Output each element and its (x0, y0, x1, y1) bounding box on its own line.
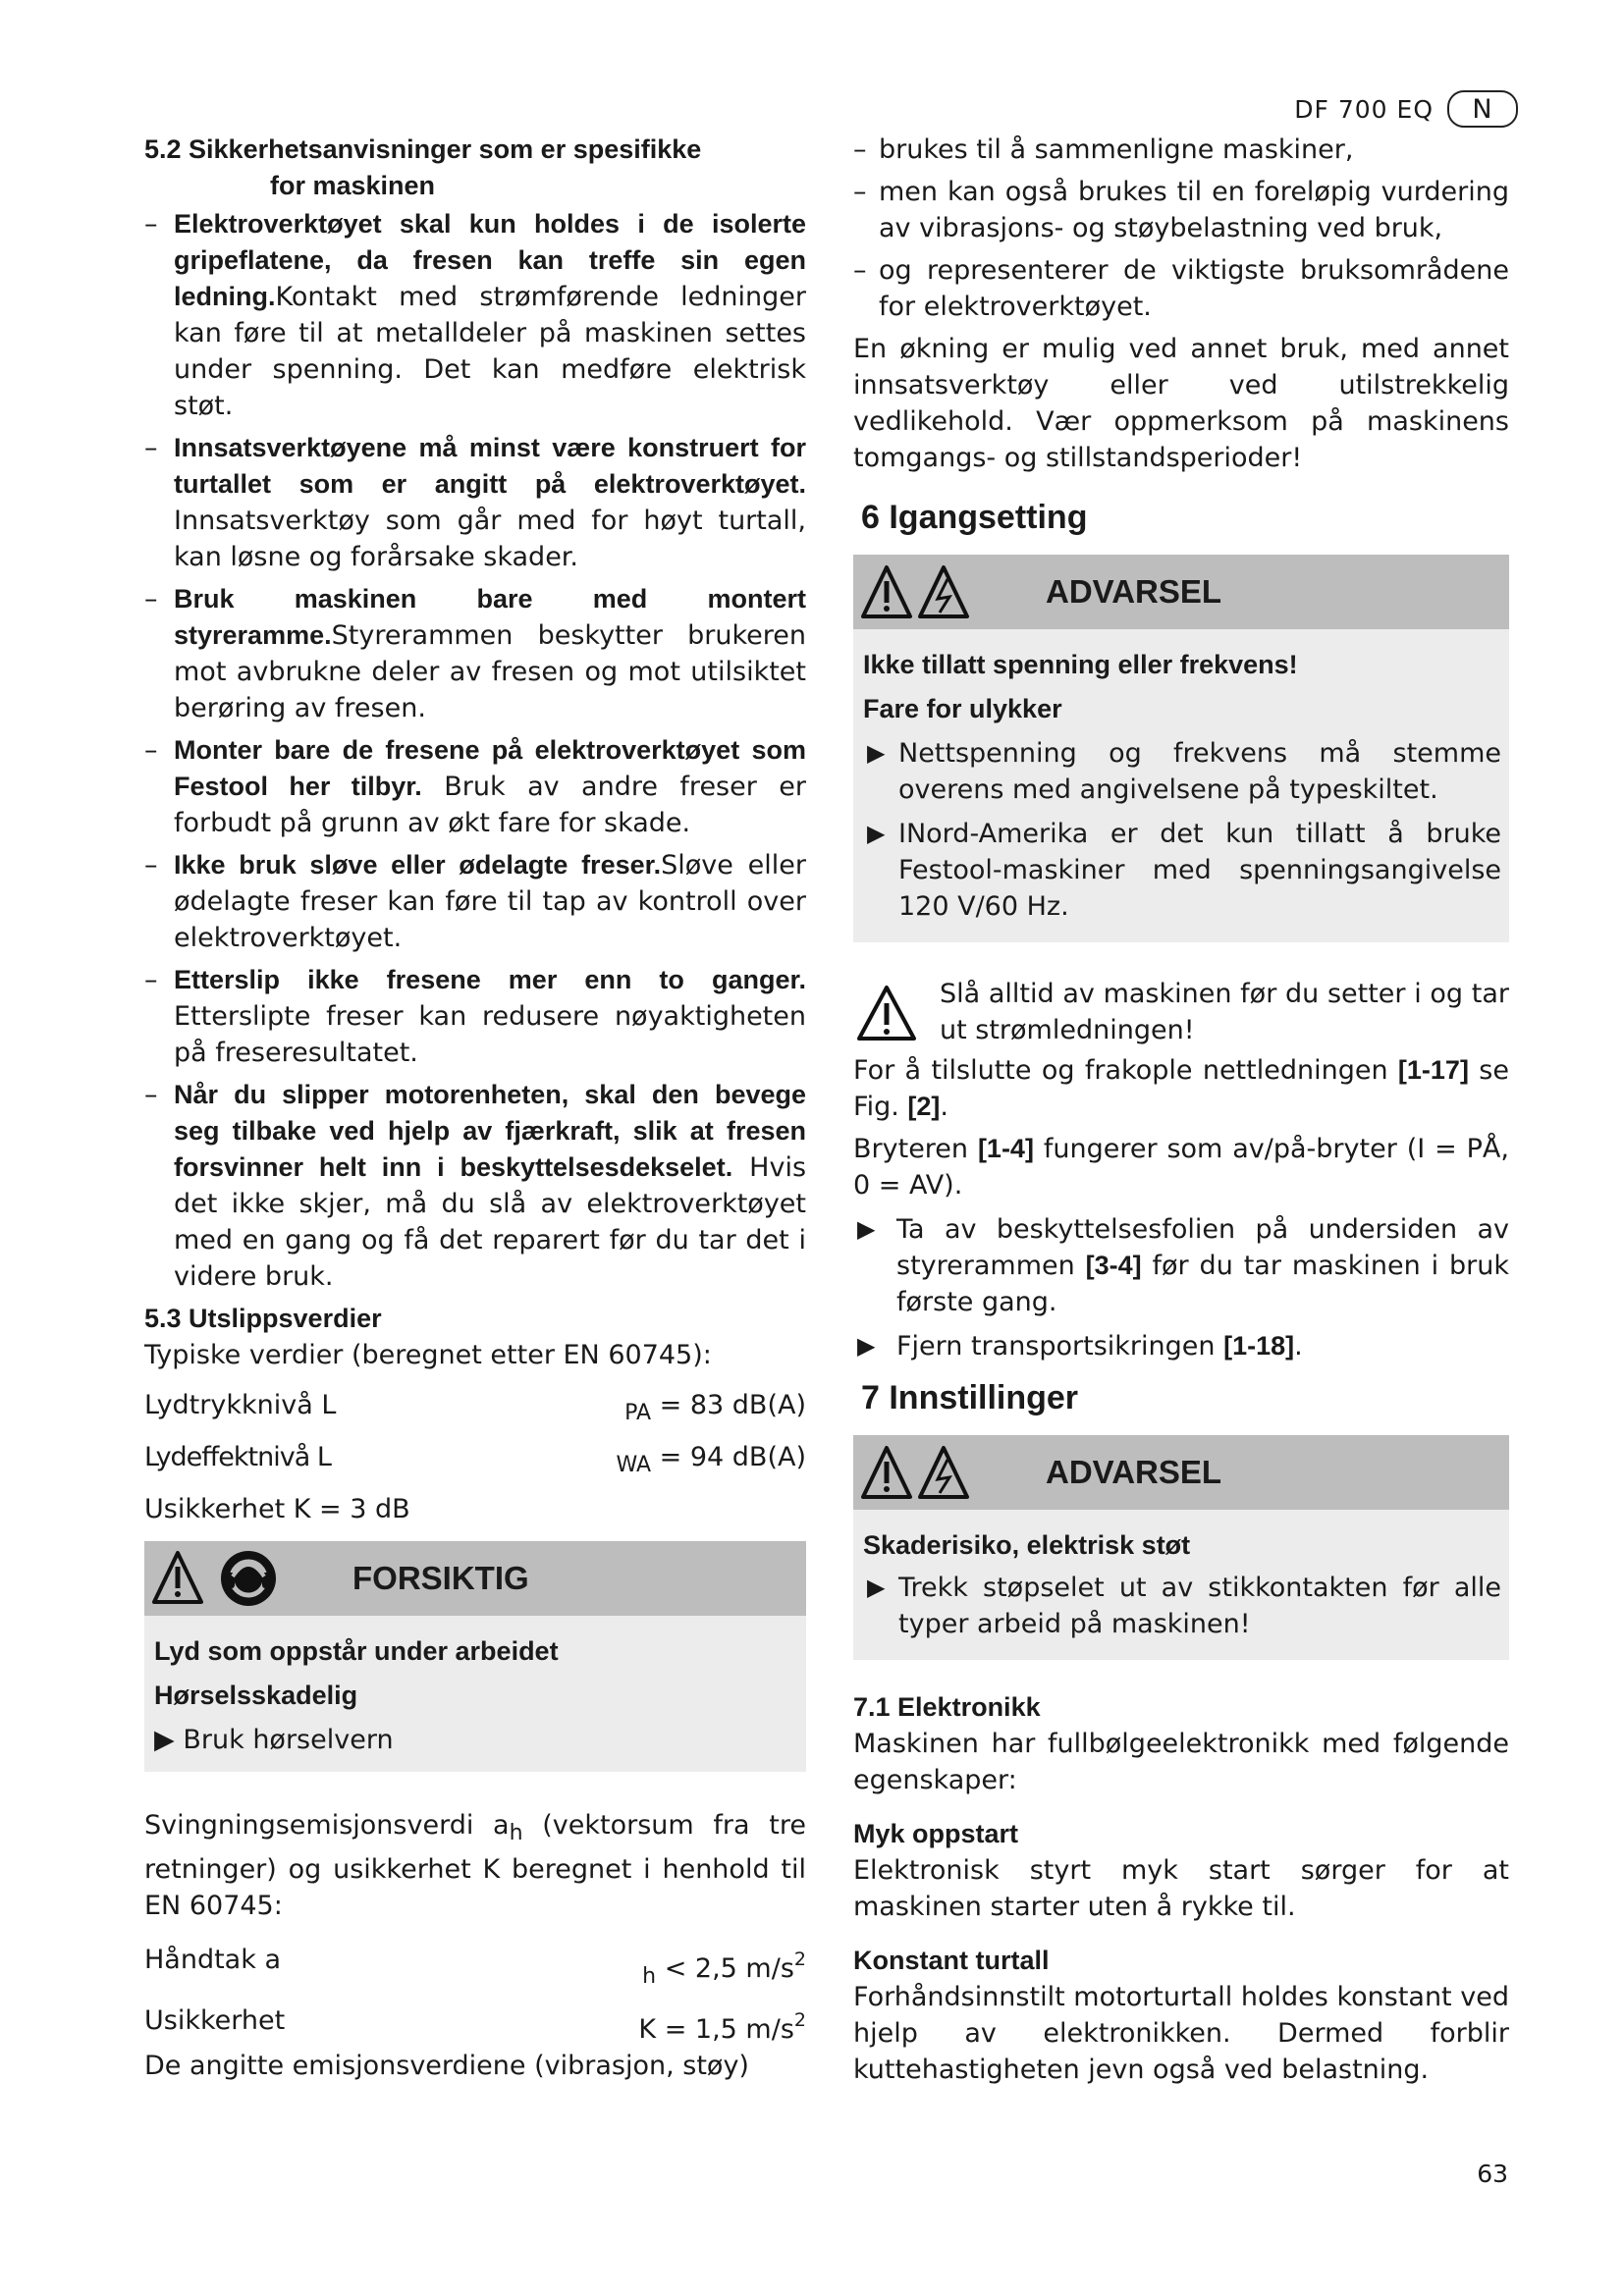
electronics-text: Maskinen har fullbølgeelektronikk med følgende egenskaper: (853, 1729, 1509, 1795)
list-item: – Etterslip ikke fresene mer enn to ganger. Etterslipte freser kan redusere nøyaktigheten på freseresultatet. (144, 965, 806, 1068)
right-column (853, 132, 1509, 2088)
warning-line: Skaderisiko, elektrisk støt (863, 1530, 1191, 1560)
section-7-title: 7 Innstillinger (861, 1379, 1079, 1416)
list-item: – og representerer de viktigste bruksområdene for elektroverktøyet. (853, 255, 1509, 322)
section-6-title: 6 Igangsetting (861, 499, 1088, 536)
caution-title: FORSIKTIG (352, 1560, 529, 1596)
list-item: – brukes til å sammenligne maskiner, (853, 134, 1354, 165)
switch-text: Bryteren [1-4] fungerer som av/på-bryter (I = PÅ, 0 = AV). (853, 1134, 1509, 1201)
caution-box (144, 1541, 806, 1772)
section-7-1-title: 7.1 Elektronikk (853, 1692, 1041, 1722)
warning-bullet: ▶ INord-Amerika er det kun tillatt å bruke Festool-maskiner med spenningsangivelse 120 V/60 Hz. (863, 816, 1501, 925)
page-header (1294, 90, 1518, 128)
caution-line: Hørselsskadelig (154, 1681, 358, 1710)
step-item: ▶ Fjern transportsikringen [1-18]. (853, 1328, 1509, 1364)
country-badge: N (1447, 90, 1518, 128)
soft-start-text: Elektronisk styrt myk start sørger for at maskinen starter uten å rykke til. (853, 1855, 1509, 1922)
arrow-icon: ▶ (867, 820, 886, 847)
warning-title: ADVARSEL (1046, 573, 1222, 610)
note-text: Slå alltid av maskinen før du setter i og tar ut strømledningen! (940, 979, 1509, 1045)
emission-values (144, 1387, 806, 1527)
list-item: – Ikke bruk sløve eller ødelagte freser.Sløve eller ødelagte freser kan føre til tap av kontroll over elektroverktøyet. (144, 850, 806, 953)
soft-start-title: Myk oppstart (853, 1819, 1019, 1848)
caution-header (144, 1541, 806, 1616)
warning-triangle-icon (855, 984, 918, 1042)
list-item: – Innsatsverktøyene må minst være konstruert for turtallet som er angitt på elektroverktøyet. Innsatsverktøy som går med for høyt turtall, kan løsne og forårsake skader. (144, 433, 806, 572)
warning-electric-icon (859, 1442, 973, 1503)
arrow-icon: ▶ (867, 739, 886, 767)
model-name: DF 700 EQ (1294, 94, 1434, 124)
list-item: – Monter bare de fresene på elektroverktøyet som Festool her tilbyr. Bruk av andre freser er forbudt på grunn av økt fare for skade. (144, 735, 806, 838)
list-item: – Elektroverktøyet skal kun holdes i de isolerte gripeflatene, da fresen kan treffe sin egen ledning.Kontakt med strømførende ledninger kan føre til at metalldeler på maskinen settes under spenning. Det kan medføre elektrisk støt. (144, 209, 806, 421)
sound-pressure-row: Lydtrykknivå L $_{PA}$ = 83 dB(A) (144, 1390, 806, 1425)
sound-power-row: Lydeffektnivå L $_{WA}$ = 94 dB(A) (144, 1442, 806, 1477)
list-item: – Når du slipper motorenheten, skal den bevege seg tilbake ved hjelp av fjærkraft, slik at fresen forsvinner helt inn i beskyttelsesdekselet. Hvis det ikke skjer, må du slå av elektroverktøyet med en gang og få det reparert før du tar det i videre bruk. (144, 1080, 807, 1292)
arrow-icon: ▶ (857, 1215, 876, 1243)
section-5-3-title: 5.3 Utslippsverdier (144, 1304, 382, 1333)
warning-electric-icon (859, 561, 973, 622)
warning-body (853, 629, 1509, 942)
emission-tail: De angitte emisjonsverdiene (vibrasjon, støy) (144, 2051, 749, 2081)
vibration-values (144, 1942, 806, 2084)
arrow-icon: ▶ (867, 1574, 886, 1601)
caution-body (144, 1616, 806, 1772)
warning-bullet: ▶ Trekk støpselet ut av stikkontakten før alle typer arbeid på maskinen! (863, 1570, 1501, 1642)
step-item: ▶ Ta av beskyttelsesfolien på undersiden av styrerammen [3-4] før du tar maskinen i bruk første gang. (853, 1211, 1509, 1320)
page-number: 63 (1477, 2160, 1508, 2188)
caution-bullet: ▶ Bruk hørselvern (154, 1725, 394, 1755)
warning-header (853, 555, 1509, 629)
warning-box-settings (853, 1435, 1509, 1660)
warning-line: Ikke tillatt spenning eller frekvens! (863, 650, 1298, 679)
warning-line: Fare for ulykker (863, 694, 1062, 723)
arrow-icon: ▶ (857, 1332, 876, 1360)
warning-bullet: ▶ Nettspenning og frekvens må stemme overens med angivelsene på typeskiltet. (863, 735, 1501, 808)
constant-speed-title: Konstant turtall (853, 1946, 1050, 1975)
warning-box-startup (853, 555, 1509, 942)
emission-intro: Typiske verdier (beregnet etter EN 60745): (144, 1340, 712, 1370)
warning-title: ADVARSEL (1046, 1454, 1222, 1490)
list-item: – Bruk maskinen bare med montert styreramme.Styrerammen beskytter brukeren mot avbrukne deler av fresen og mot utilsiktet berøring av fresen. (144, 584, 806, 723)
list-item: – men kan også brukes til en foreløpig vurdering av vibrasjons- og støybelastning ved bruk, (853, 177, 1509, 243)
caution-line: Lyd som oppstår under arbeidet (154, 1636, 559, 1666)
uncertainty-row: Usikkerhet K = 1,5 $m/s^2$ (144, 2005, 806, 2045)
unplug-note (853, 976, 1509, 1048)
connect-text: For å tilslutte og frakople nettledningen [1-17] se Fig. [2]. (853, 1055, 1509, 1122)
uncertainty-text: Usikkerhet K = 3 dB (144, 1494, 410, 1524)
section-5-2-title: 5.2 Sikkerhetsanvisninger som er spesifikke for maskinen (144, 134, 702, 200)
handle-row: Håndtak a $_h$ < 2,5 $m/s^2$ (144, 1945, 806, 1989)
safety-list (144, 206, 806, 1295)
warning-triangle-icon (150, 1547, 298, 1610)
vibration-intro: Svingningsemisjonsverdi $a_h$ (vektorsum fra tre retninger) og usikkerhet K beregnet i henhold til EN 60745: (144, 1810, 806, 1921)
arrow-icon: ▶ (154, 1725, 184, 1755)
constant-speed-text: Forhåndsinnstilt motorturtall holdes konstant ved hjelp av elektronikken. Dermed forblir kuttehastigheten jevn også ved belastning. (853, 1982, 1509, 2085)
warning-header (853, 1435, 1509, 1510)
warning-body (853, 1510, 1509, 1660)
left-column (144, 132, 806, 2084)
increase-text: En økning er mulig ved annet bruk, med annet innsatsverktøy eller ved utilstrekkelig vedlikehold. Vær oppmerksom på maskinens tomgangs- og stillstandsperioder! (853, 334, 1509, 473)
usage-list (853, 132, 1509, 325)
